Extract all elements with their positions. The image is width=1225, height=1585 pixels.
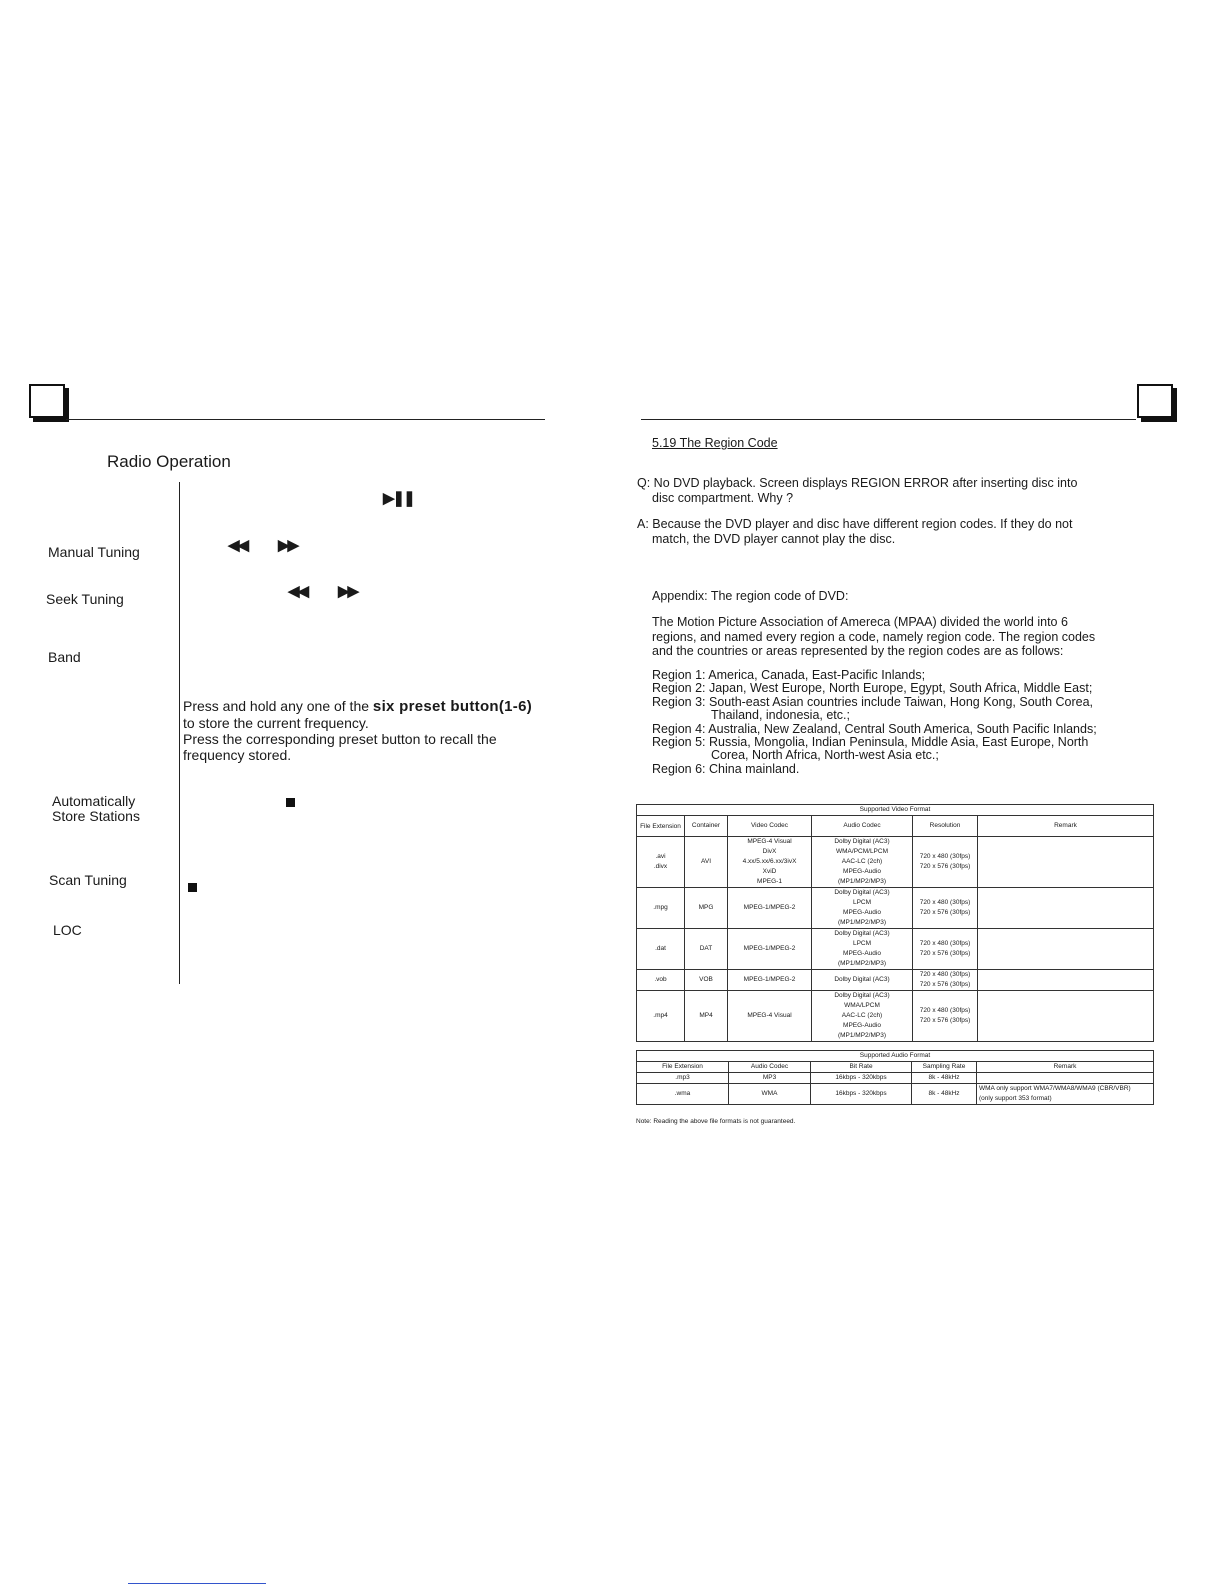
question-text: Q: No DVD playback. Screen displays REGION ERROR after inserting disc into disc compartment. Why ? <box>637 476 1078 505</box>
region-item: Region 5: Russia, Mongolia, Indian Peninsula, Middle Asia, East Europe, North <box>652 735 1089 750</box>
column-divider <box>179 482 180 984</box>
play-pause-icon: ▶❚❚ <box>383 490 414 507</box>
section-heading: 5.19 The Region Code <box>652 436 778 450</box>
label-loc: LOC <box>53 922 82 938</box>
column-header: Resolution <box>913 816 978 837</box>
page-title: Radio Operation <box>107 452 231 471</box>
rewind-icon: ◀◀ <box>288 583 308 600</box>
table-title: Supported Video Format <box>637 805 1154 816</box>
page-number-box-left <box>29 384 65 418</box>
stop-icon <box>188 883 197 892</box>
header-rule-left <box>66 419 545 420</box>
mpaa-paragraph: The Motion Picture Association of Amereca (MPAA) divided the world into 6 regions, and named every region a code, namely region code. The region codes and the countries or areas represented by the region codes are as follows: <box>652 615 1096 658</box>
stop-icon <box>286 798 295 807</box>
column-header: Video Codec <box>728 816 812 837</box>
preset-text: Press and hold any one of the six preset button(1-6) to store the current frequency. Press the corresponding preset button to recall the frequency stored. <box>183 698 533 763</box>
region-list <box>652 669 1097 776</box>
header-rule-right <box>641 419 1136 420</box>
region-item: Corea, North Africa, North-west Asia etc.; <box>711 748 939 763</box>
region-item: Region 1: America, Canada, East-Pacific Inlands; <box>652 668 926 682</box>
table-row: .vob VOB MPEG-1/MPEG-2 Dolby Digital (AC3) 720 x 480 (30fps) 720 x 576 (30fps) <box>637 970 1154 991</box>
column-header: File Extension <box>637 816 685 837</box>
fast-forward-icon: ▶▶ <box>278 537 298 554</box>
region-item: Region 2: Japan, West Europe, North Europe, Egypt, South Africa, Middle East; <box>652 681 1093 696</box>
table-row: .mp3 MP3 16kbps - 320kbps 8k - 48kHz <box>637 1073 1154 1084</box>
note-text: Note: Reading the above file formats is not guaranteed. <box>636 1118 796 1125</box>
table-title: Supported Audio Format <box>637 1051 1154 1062</box>
fast-forward-icon: ▶▶ <box>338 583 358 600</box>
column-header: Audio Codec <box>812 816 913 837</box>
column-header: Bit Rate <box>811 1062 912 1073</box>
table-row: .mpg MPG MPEG-1/MPEG-2 Dolby Digital (AC3) LPCM MPEG-Audio (MP1/MP2/MP3) 720 x 480 (30fps) 720 x 576 (30fps) <box>637 888 1154 929</box>
video-format-table <box>636 804 1154 1042</box>
appendix-heading: Appendix: The region code of DVD: <box>652 589 849 603</box>
answer-text: A: Because the DVD player and disc have different region codes. If they do not match, the DVD player cannot play the disc. <box>637 517 1073 546</box>
region-item: Region 3: South-east Asian countries include Taiwan, Hong Kong, South Corea, <box>652 694 1094 709</box>
table-row: .mp4 MP4 MPEG-4 Visual Dolby Digital (AC3) WMA/LPCM AAC-LC (2ch) MPEG-Audio (MP1/MP2/MP3) 720 x 480 (30fps) 720 x 576 (30fps) <box>637 991 1154 1042</box>
column-header: Remark <box>977 1062 1154 1073</box>
label-scan-tuning: Scan Tuning <box>49 872 127 888</box>
audio-format-table <box>636 1050 1154 1105</box>
bottom-edge-line <box>128 1583 266 1584</box>
column-header: Sampling Rate <box>912 1062 977 1073</box>
table-row: .dat DAT MPEG-1/MPEG-2 Dolby Digital (AC3) LPCM MPEG-Audio (MP1/MP2/MP3) 720 x 480 (30fps) 720 x 576 (30fps) <box>637 929 1154 970</box>
region-item: Region 6: China mainland. <box>652 761 800 776</box>
column-header: File Extension <box>637 1062 729 1073</box>
label-band: Band <box>48 649 81 665</box>
column-header: Audio Codec <box>729 1062 811 1073</box>
table-row: .avi .divx AVI MPEG-4 Visual DivX 4.xx/5.xx/6.xx/3ivX XviD MPEG-1 Dolby Digital (AC3) WMA/PCM/LPCM AAC-LC (2ch) MPEG-Audio (MP1/MP2/MP3) 720 x 480 (30fps) 720 x 576 (30fps) <box>637 837 1154 888</box>
column-header: Remark <box>978 816 1154 837</box>
label-seek-tuning: Seek Tuning <box>46 591 124 607</box>
page-number-box-right <box>1137 384 1173 418</box>
label-auto-store-2: Store Stations <box>52 808 140 824</box>
label-auto-store-1: Automatically <box>52 793 136 809</box>
label-manual-tuning: Manual Tuning <box>48 544 140 560</box>
rewind-icon: ◀◀ <box>228 537 248 554</box>
region-item: Region 4: Australia, New Zealand, Central South America, South Pacific Inlands; <box>652 721 1097 736</box>
table-row: .wma WMA 16kbps - 320kbps 8k - 48kHz WMA only support WMA7/WMA8/WMA9 (CBR/VBR) (only support 353 format) <box>637 1084 1154 1105</box>
column-header: Container <box>685 816 728 837</box>
region-item: Thailand, indonesia, etc.; <box>711 708 850 723</box>
